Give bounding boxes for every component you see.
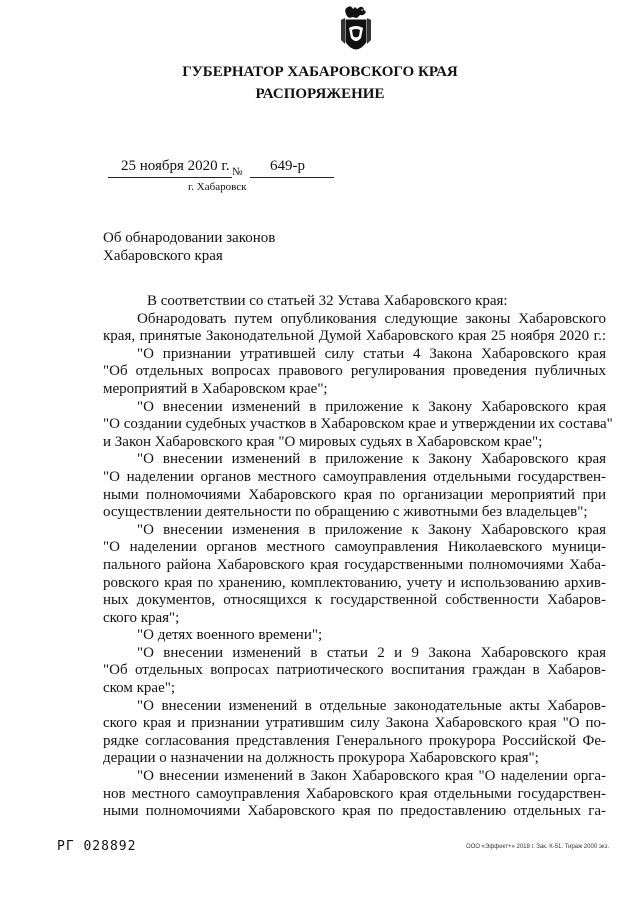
body-line: "О наделении органов местного самоуправления Николаевского муници- bbox=[103, 539, 606, 556]
body-line: "О внесении изменений в приложение к Закону Хабаровского края bbox=[137, 398, 606, 415]
body-line: "О внесении изменений в Закон Хабаровского края "О наделении орга- bbox=[137, 768, 606, 785]
body-line: "О внесении изменений в приложение к Закону Хабаровского края bbox=[137, 451, 606, 468]
body-line: "О внесении изменений в отдельные законодательные акты Хабаров- bbox=[137, 697, 606, 714]
body-line: ского края"; bbox=[103, 609, 180, 626]
number-underline bbox=[250, 177, 334, 178]
body-line: "О признании утратившей силу статьи 4 Закона Хабаровского края bbox=[137, 345, 606, 362]
body-line: нов местного самоуправления Хабаровского края отдельными государствен- bbox=[103, 785, 606, 802]
body-line: ными полномочиями Хабаровского края по организации мероприятий при bbox=[103, 486, 606, 503]
body-line: "О наделении органов местного самоуправления отдельными государствен- bbox=[103, 468, 606, 485]
document-subject bbox=[103, 230, 275, 265]
body-line: ском крае"; bbox=[103, 680, 176, 697]
body-line: "О внесении изменения в приложение к Закону Хабаровского края bbox=[137, 521, 606, 538]
issuer-title: ГУБЕРНАТОР ХАБАРОВСКОГО КРАЯ bbox=[182, 64, 458, 80]
issue-city: г. Хабаровск bbox=[188, 181, 247, 193]
form-serial-code: РГ 028892 bbox=[57, 839, 137, 854]
coat-of-arms-emblem bbox=[333, 4, 379, 60]
date-underline bbox=[108, 177, 232, 178]
body-line: "О создании судебных участков в Хабаровском крае и утверждении их состава" bbox=[103, 416, 613, 433]
body-line: "О внесении изменений в статьи 2 и 9 Закона Хабаровского края bbox=[137, 644, 606, 661]
body-line: рядке согласования представления Генерального прокурора Российской Фе- bbox=[103, 732, 606, 749]
body-line: ского края и признании утратившим силу Закона Хабаровского края "О по- bbox=[103, 715, 606, 732]
bear-shield-icon bbox=[333, 4, 379, 60]
body-line: "О детях военного времени"; bbox=[137, 627, 323, 644]
body-line: ных документов, относящихся к государственной собственности Хабаров- bbox=[103, 592, 606, 609]
document-type: РАСПОРЯЖЕНИЕ bbox=[255, 86, 385, 102]
body-line: дерации о назначении на должность прокурора Хабаровского края"; bbox=[103, 750, 539, 767]
body-line: Обнародовать путем опубликования следующие законы Хабаровского bbox=[137, 310, 606, 327]
body-line: "Об отдельных вопросах патриотического воспитания граждан в Хабаров- bbox=[103, 662, 606, 679]
body-line: мероприятий в Хабаровском крае"; bbox=[103, 380, 328, 397]
document-body bbox=[103, 293, 613, 821]
number-label: № bbox=[232, 166, 243, 178]
body-line: края, принятые Законодательной Думой Хабаровского края 25 ноября 2020 г.: bbox=[103, 328, 606, 345]
body-line: осуществлении деятельности по обращению с животными без владельцев"; bbox=[103, 504, 588, 521]
document-number: 649-р bbox=[270, 158, 305, 174]
body-line: ровского края по хранению, комплектованию, учету и использованию архив- bbox=[103, 574, 606, 591]
body-line: "Об отдельных вопросах правового регулирования проведения публичных bbox=[103, 363, 606, 380]
body-line: пального района Хабаровского края государственными полномочиями Хаба- bbox=[103, 556, 606, 573]
body-line: В соответствии со статьей 32 Устава Хабаровского края: bbox=[147, 293, 508, 309]
subject-line: Об обнародовании законов bbox=[103, 230, 276, 246]
printing-info: ООО «Эффект+» 2018 г. Зак. К-51. Тираж 2000 экз. bbox=[466, 844, 609, 850]
subject-line: Хабаровского края bbox=[103, 247, 223, 264]
document-date: 25 ноября 2020 г. bbox=[121, 158, 230, 174]
body-line: ными полномочиями Хабаровского края по предоставлению отдельных га- bbox=[103, 803, 606, 820]
body-line: и Закон Хабаровского края "О мировых судьях в Хабаровском крае"; bbox=[103, 433, 543, 450]
